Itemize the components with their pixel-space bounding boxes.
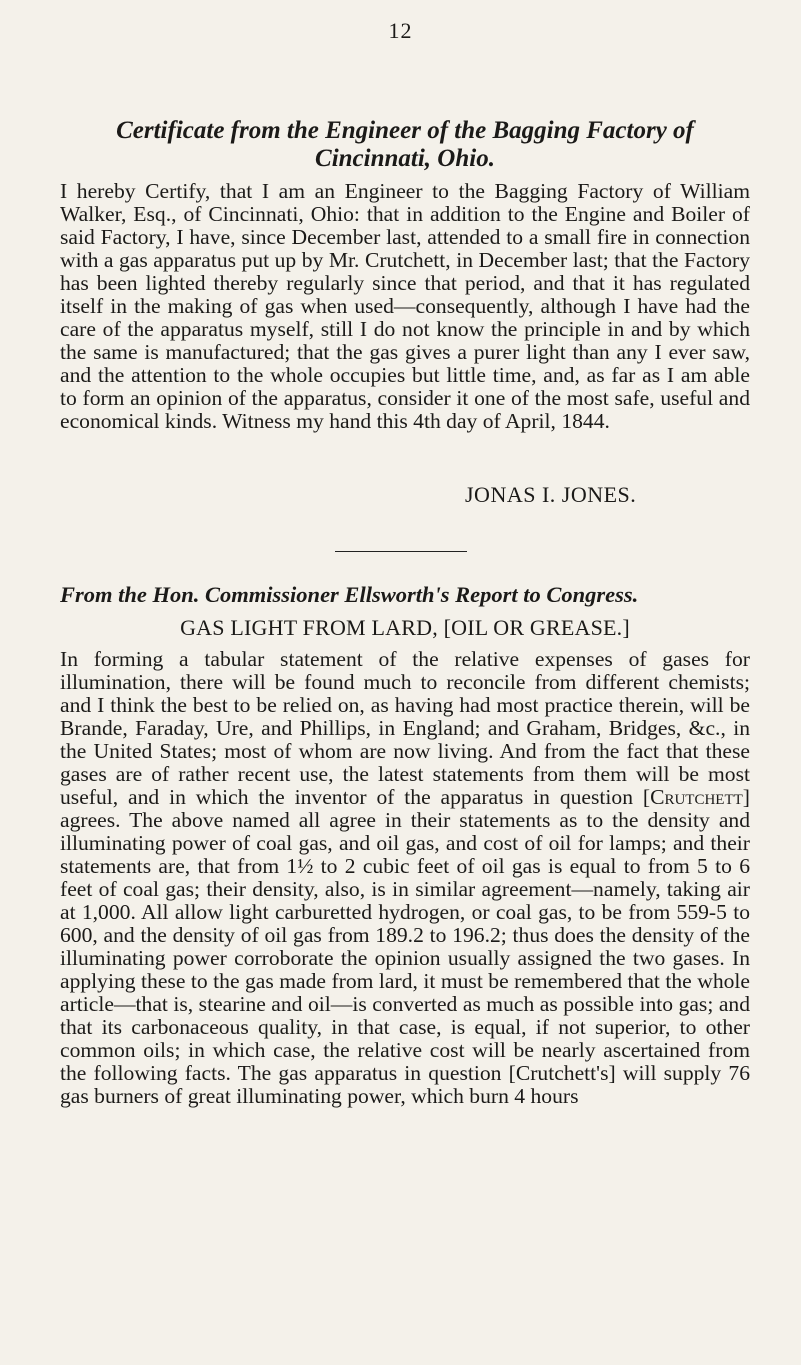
certificate-title-line2: Cincinnati, Ohio.	[315, 145, 495, 172]
certificate-title-line1: Certificate from the Engineer of the Bagging Factory of	[116, 117, 694, 144]
report-body	[60, 648, 750, 1108]
certificate-body: I hereby Certify, that I am an Engineer to the Bagging Factory of William Walker, Esq., of Cincinnati, Ohio: that in addition to the Engine and Boiler of said Factory, I have, since December last, attended to a small fire in connection with a gas apparatus put up by Mr. Crutchett, in December last; that the Factory has been lighted thereby regularly since that period, and that it has regulated itself in the making of gas when used—consequently, although I have had the care of the apparatus myself, still I do not know the principle in and by which the same is manufactured; that the gas gives a purer light than any I ever saw, and the attention to the whole occupies but little time, and, as far as I am able to form an opinion of the apparatus, consider it one of the most safe, useful and economical kinds. Witness my hand this 4th day of April, 1844.	[60, 179, 750, 433]
section-divider	[335, 551, 467, 552]
page-number: 12	[388, 18, 413, 43]
report-body-part1: In forming a tabular statement of the relative expenses of gases for illumination, there will be found much to reconcile from different chemists; and I think the best to be relied on, as having had most practice therein, will be Brande, Faraday, Ure, and Phillips, in England; and Graham, Bridges, &c., in the United States; most of whom are now living. And from the fact that these gases are of rather recent use, the latest statements from them will be most useful, and in which the inventor of the apparatus in question [	[60, 647, 750, 809]
report-body-name: Crutchett	[650, 785, 743, 809]
report-title: GAS LIGHT FROM LARD, [OIL OR GREASE.]	[180, 615, 630, 640]
report-body-part2: ] agrees. The above named all agree in their statements as to the density and illuminating power of coal gas, and oil gas, and cost of oil for lamps; and their statements are, that from 1½ to 2 cubic feet of oil gas is equal to from 5 to 6 feet of coal gas; their density, also, is in similar agreement—namely, taking air at 1,000. All allow light carburetted hydrogen, or coal gas, to be from 559-5 to 600, and the density of oil gas from 189.2 to 196.2; thus does the density of the illuminating power corroborate the opinion usually assigned the two gases. In applying these to the gas made from lard, it must be remembered that the whole article—that is, stearine and oil—is converted as much as possible into gas; and that its carbonaceous quality, in that case, is equal, if not superior, to other common oils; in which case, the relative cost will be nearly ascertained from the following facts. The gas apparatus in question [Crutchett's] will supply 76 gas burners of great illuminating power, which burn 4 hours	[60, 785, 750, 1108]
report-source-heading: From the Hon. Commissioner Ellsworth's Report to Congress.	[60, 582, 639, 607]
certificate-signature: JONAS I. JONES.	[465, 482, 637, 507]
